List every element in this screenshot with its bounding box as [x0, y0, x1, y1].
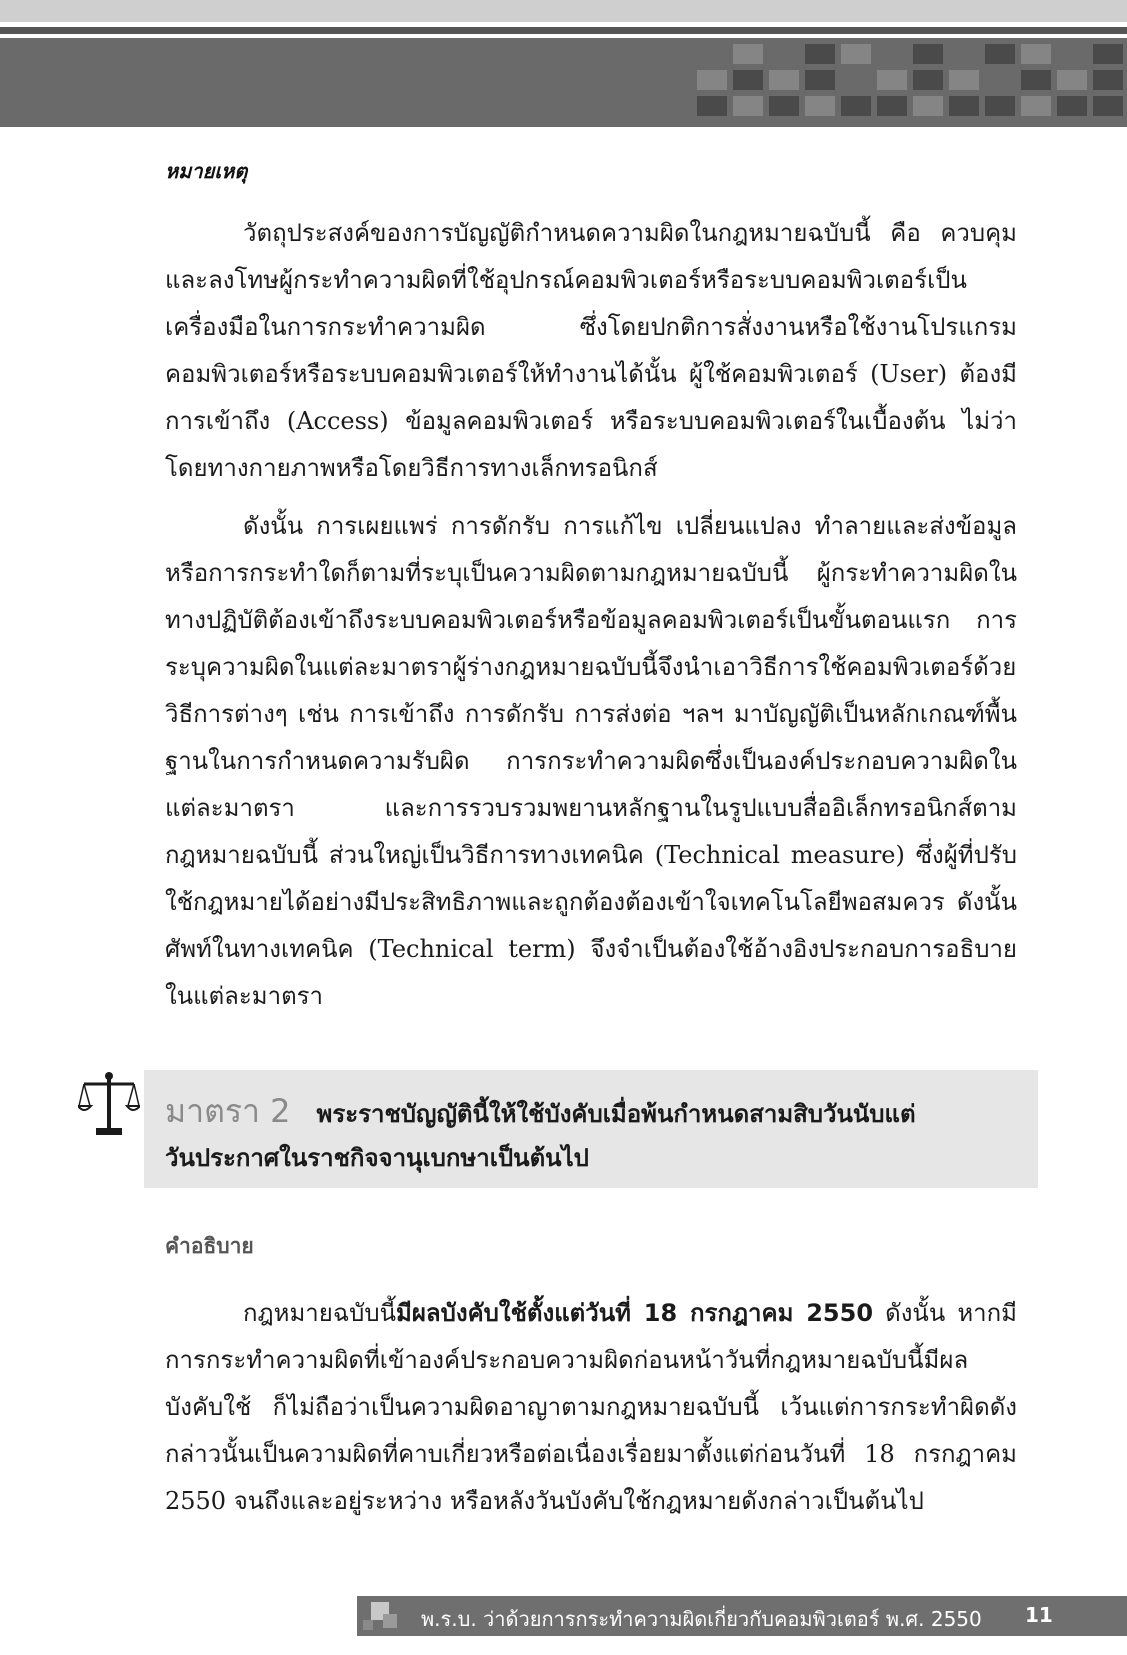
header-tile-pattern: [693, 44, 1127, 122]
page-footer-band: [357, 1596, 1127, 1636]
page-number: 11: [1025, 1603, 1053, 1627]
section-heading-line-2: วันประกาศในราชกิจจานุเบกษาเป็นต้นไป: [165, 1144, 589, 1172]
note-paragraph-2-text: ดังนั้น การเผยแพร่ การดักรับ การแก้ไข เปลี่ยนแปลง ทำลายและส่งข้อมูล หรือการกระทำใดก็ตามที่ระบุเป็นความผิดตามกฎหมายฉบับนี้ ผู้กระทำความผิดในทางปฏิบัติต้องเข้าถึงระบบคอมพิวเตอร์หรือข้อมูลคอมพิวเตอร์เป็นขั้นตอนแรก การระบุความผิดในแต่ละมาตราผู้ร่างกฎหมายฉบับนี้จึงนำเอาวิธีการใช้คอมพิวเตอร์ด้วยวิธีการต่างๆ เช่น การเข้าถึง การดักรับ การส่งต่อ ฯลฯ มาบัญญัติเป็นหลักเกณฑ์พื้นฐานในการกำหนดความรับผิด การกระทำความผิดซึ่งเป็นองค์ประกอบความผิดในแต่ละมาตรา และการรวบรวมพยานหลักฐานในรูปแบบสื่ออิเล็กทรอนิกส์ตามกฎหมายฉบับนี้ ส่วนใหญ่เป็นวิธีการทางเทคนิค (Technical measure) ซึ่งผู้ที่ปรับใช้กฎหมายได้อย่างมีประสิทธิภาพและถูกต้องต้องเข้าใจเทคโนโลยีพอสมควร ดังนั้นศัพท์ในทางเทคนิค (Technical term) จึงจำเป็นต้องใช้อ้างอิงประกอบการอธิบายในแต่ละมาตรา: [165, 512, 1017, 1010]
explanation-rest: ดังนั้น หากมีการกระทำความผิดที่เข้าองค์ประกอบความผิดก่อนหน้าวันที่กฎหมายฉบับนี้มีผลบังคับใช้ ก็ไม่ถือว่าเป็นความผิดอาญาตามกฎหมายฉบับนี้ เว้นแต่การกระทำผิดดังกล่าวนั้นเป็นความผิดที่คาบเกี่ยวหรือต่อเนื่องเรื่อยมาตั้งแต่ก่อนวันที่ 18 กรกฎาคม 2550 จนถึงและอยู่ระหว่าง หรือหลังวันบังคับใช้กฎหมายดังกล่าวเป็นต้นไป: [165, 1299, 1017, 1515]
note-heading: หมายเหตุ: [165, 159, 248, 183]
section-number: มาตรา 2: [165, 1092, 291, 1130]
footer-title: พ.ร.บ. ว่าด้วยการกระทำความผิดเกี่ยวกับคอมพิวเตอร์ พ.ศ. 2550: [421, 1607, 982, 1631]
scales-of-justice-icon: [78, 1070, 140, 1140]
explanation-lead: กฎหมายฉบับนี้: [243, 1299, 397, 1327]
explanation-effective-date: มีผลบังคับใช้ตั้งแต่วันที่ 18 กรกฎาคม 2550: [396, 1299, 874, 1327]
note-paragraph-1-text: วัตถุประสงค์ของการบัญญัติกำหนดความผิดในกฎหมายฉบับนี้ คือ ควบคุมและลงโทษผู้กระทำความผิดที่ใช้อุปกรณ์คอมพิวเตอร์หรือระบบคอมพิวเตอร์เป็นเครื่องมือในการกระทำความผิด ซึ่งโดยปกติการสั่งงานหรือใช้งานโปรแกรมคอมพิวเตอร์หรือระบบคอมพิวเตอร์ให้ทำงานได้นั้น ผู้ใช้คอมพิวเตอร์ (User) ต้องมีการเข้าถึง (Access) ข้อมูลคอมพิวเตอร์ หรือระบบคอมพิวเตอร์ในเบื้องต้น ไม่ว่าโดยทางกายภาพหรือโดยวิธีการทางเล็กทรอนิกส์: [165, 219, 1017, 482]
footer-decor-square: [363, 1620, 373, 1630]
section-heading-line-1: [165, 1086, 1025, 1137]
note-paragraph-1: [165, 210, 1017, 492]
note-paragraph-2: [165, 503, 1017, 1020]
explanation-paragraph-text: [165, 1290, 1017, 1525]
page-header-band: [0, 0, 1127, 127]
section-heading-text-1: พระราชบัญญัตินี้ให้ใช้บังคับเมื่อพ้นกำหนดสามสิบวันนับแต่: [316, 1100, 916, 1128]
footer-decor-square: [383, 1614, 397, 1628]
explanation-heading: คำอธิบาย: [165, 1234, 254, 1258]
explanation-paragraph: [165, 1290, 1017, 1525]
